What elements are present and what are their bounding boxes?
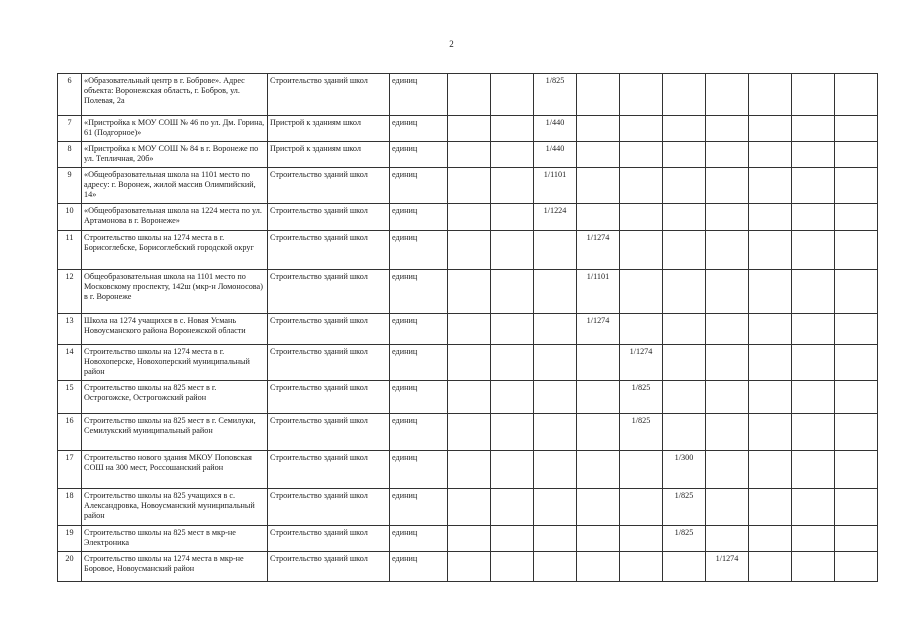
row-number-cell: 15 xyxy=(58,381,82,414)
empty-cell xyxy=(448,231,491,270)
capacity-value-cell: 1/825 xyxy=(534,74,577,116)
empty-cell xyxy=(792,489,835,526)
empty-cell xyxy=(663,414,706,451)
work-type-cell: Строительство зданий школ xyxy=(268,314,390,345)
capacity-value-cell: 1/825 xyxy=(620,381,663,414)
capacity-value-cell: 1/1274 xyxy=(706,552,749,582)
empty-cell xyxy=(491,116,534,142)
empty-cell xyxy=(534,270,577,314)
capacity-value-cell: 1/300 xyxy=(663,451,706,489)
empty-cell xyxy=(577,345,620,381)
empty-cell xyxy=(749,451,792,489)
object-name-cell: «Пристройка к МОУ СОШ № 46 по ул. Дм. Горина, 61 (Подгорное)» xyxy=(82,116,268,142)
empty-cell xyxy=(534,451,577,489)
empty-cell xyxy=(749,314,792,345)
empty-cell xyxy=(835,489,878,526)
empty-cell xyxy=(749,142,792,168)
empty-cell xyxy=(749,168,792,204)
empty-cell xyxy=(448,270,491,314)
empty-cell xyxy=(706,526,749,552)
empty-cell xyxy=(835,142,878,168)
work-type-cell: Строительство зданий школ xyxy=(268,451,390,489)
row-number-cell: 7 xyxy=(58,116,82,142)
empty-cell xyxy=(534,489,577,526)
empty-cell xyxy=(620,204,663,231)
row-number-cell: 17 xyxy=(58,451,82,489)
object-name-cell: Строительство школы на 825 мест в г. Семилуки, Семилукский муниципальный район xyxy=(82,414,268,451)
empty-cell xyxy=(835,526,878,552)
empty-cell xyxy=(448,116,491,142)
empty-cell xyxy=(620,552,663,582)
table-row xyxy=(58,74,878,116)
unit-cell: единиц xyxy=(390,526,448,552)
empty-cell xyxy=(448,552,491,582)
empty-cell xyxy=(706,489,749,526)
work-type-cell: Строительство зданий школ xyxy=(268,270,390,314)
empty-cell xyxy=(663,231,706,270)
table-row xyxy=(58,526,878,552)
empty-cell xyxy=(835,451,878,489)
row-number-cell: 12 xyxy=(58,270,82,314)
empty-cell xyxy=(534,526,577,552)
work-type-cell: Строительство зданий школ xyxy=(268,526,390,552)
row-number-cell: 19 xyxy=(58,526,82,552)
empty-cell xyxy=(749,270,792,314)
unit-cell: единиц xyxy=(390,345,448,381)
empty-cell xyxy=(491,231,534,270)
empty-cell xyxy=(620,526,663,552)
empty-cell xyxy=(491,204,534,231)
empty-cell xyxy=(448,526,491,552)
table-row xyxy=(58,168,878,204)
empty-cell xyxy=(663,168,706,204)
table-row xyxy=(58,314,878,345)
empty-cell xyxy=(835,168,878,204)
empty-cell xyxy=(620,116,663,142)
work-type-cell: Пристрой к зданиям школ xyxy=(268,142,390,168)
empty-cell xyxy=(706,204,749,231)
empty-cell xyxy=(448,414,491,451)
object-name-cell: Строительство школы на 1274 места в г. Борисоглебске, Борисоглебский городской округ xyxy=(82,231,268,270)
capacity-value-cell: 1/825 xyxy=(620,414,663,451)
empty-cell xyxy=(749,526,792,552)
empty-cell xyxy=(448,74,491,116)
empty-cell xyxy=(792,231,835,270)
object-name-cell: Строительство школы на 1274 места в г. Новохоперске, Новохоперский муниципальный район xyxy=(82,345,268,381)
empty-cell xyxy=(448,451,491,489)
unit-cell: единиц xyxy=(390,204,448,231)
empty-cell xyxy=(663,204,706,231)
empty-cell xyxy=(663,74,706,116)
table-row xyxy=(58,414,878,451)
empty-cell xyxy=(706,270,749,314)
empty-cell xyxy=(792,345,835,381)
row-number-cell: 11 xyxy=(58,231,82,270)
empty-cell xyxy=(534,231,577,270)
empty-cell xyxy=(706,231,749,270)
row-number-cell: 13 xyxy=(58,314,82,345)
empty-cell xyxy=(835,74,878,116)
empty-cell xyxy=(749,345,792,381)
empty-cell xyxy=(577,489,620,526)
empty-cell xyxy=(534,345,577,381)
empty-cell xyxy=(749,74,792,116)
object-name-cell: Строительство школы на 1274 места в мкр-не Боровое, Новоусманский район xyxy=(82,552,268,582)
empty-cell xyxy=(448,204,491,231)
empty-cell xyxy=(706,414,749,451)
empty-cell xyxy=(534,552,577,582)
empty-cell xyxy=(835,381,878,414)
capacity-value-cell: 1/825 xyxy=(663,526,706,552)
work-type-cell: Строительство зданий школ xyxy=(268,74,390,116)
empty-cell xyxy=(491,142,534,168)
empty-cell xyxy=(835,552,878,582)
empty-cell xyxy=(577,414,620,451)
empty-cell xyxy=(663,142,706,168)
table-row xyxy=(58,231,878,270)
empty-cell xyxy=(663,314,706,345)
empty-cell xyxy=(749,204,792,231)
capacity-value-cell: 1/1101 xyxy=(534,168,577,204)
work-type-cell: Строительство зданий школ xyxy=(268,204,390,231)
empty-cell xyxy=(534,314,577,345)
table-row xyxy=(58,116,878,142)
empty-cell xyxy=(706,345,749,381)
table-row xyxy=(58,204,878,231)
empty-cell xyxy=(491,381,534,414)
empty-cell xyxy=(534,381,577,414)
empty-cell xyxy=(792,74,835,116)
empty-cell xyxy=(792,142,835,168)
empty-cell xyxy=(792,381,835,414)
empty-cell xyxy=(792,314,835,345)
empty-cell xyxy=(792,552,835,582)
objects-table xyxy=(57,73,878,582)
empty-cell xyxy=(448,489,491,526)
object-name-cell: «Образовательный центр в г. Боброве». Адрес объекта: Воронежская область, г. Бобров, ул. Полевая, 2а xyxy=(82,74,268,116)
empty-cell xyxy=(620,168,663,204)
table-row xyxy=(58,270,878,314)
empty-cell xyxy=(577,552,620,582)
empty-cell xyxy=(491,74,534,116)
empty-cell xyxy=(448,381,491,414)
empty-cell xyxy=(620,451,663,489)
work-type-cell: Строительство зданий школ xyxy=(268,552,390,582)
empty-cell xyxy=(835,116,878,142)
work-type-cell: Пристрой к зданиям школ xyxy=(268,116,390,142)
empty-cell xyxy=(577,204,620,231)
unit-cell: единиц xyxy=(390,142,448,168)
empty-cell xyxy=(663,116,706,142)
empty-cell xyxy=(491,451,534,489)
row-number-cell: 9 xyxy=(58,168,82,204)
empty-cell xyxy=(491,526,534,552)
empty-cell xyxy=(835,345,878,381)
empty-cell xyxy=(706,168,749,204)
unit-cell: единиц xyxy=(390,74,448,116)
table-row xyxy=(58,451,878,489)
object-name-cell: Строительство школы на 825 мест в г. Острогожске, Острогожский район xyxy=(82,381,268,414)
empty-cell xyxy=(792,116,835,142)
capacity-value-cell: 1/440 xyxy=(534,116,577,142)
empty-cell xyxy=(448,314,491,345)
empty-cell xyxy=(448,168,491,204)
empty-cell xyxy=(577,74,620,116)
capacity-value-cell: 1/1101 xyxy=(577,270,620,314)
empty-cell xyxy=(835,314,878,345)
capacity-value-cell: 1/440 xyxy=(534,142,577,168)
empty-cell xyxy=(792,526,835,552)
empty-cell xyxy=(835,270,878,314)
work-type-cell: Строительство зданий школ xyxy=(268,489,390,526)
empty-cell xyxy=(448,345,491,381)
row-number-cell: 14 xyxy=(58,345,82,381)
row-number-cell: 20 xyxy=(58,552,82,582)
table-row xyxy=(58,142,878,168)
empty-cell xyxy=(577,381,620,414)
work-type-cell: Строительство зданий школ xyxy=(268,414,390,451)
object-name-cell: Строительство школы на 825 учащихся в с. Александровка, Новоусманский муниципальный район xyxy=(82,489,268,526)
empty-cell xyxy=(491,314,534,345)
unit-cell: единиц xyxy=(390,116,448,142)
empty-cell xyxy=(663,270,706,314)
empty-cell xyxy=(749,489,792,526)
empty-cell xyxy=(835,204,878,231)
object-name-cell: «Общеобразовательная школа на 1224 места по ул. Артамонова в г. Воронеже» xyxy=(82,204,268,231)
unit-cell: единиц xyxy=(390,168,448,204)
object-name-cell: «Пристройка к МОУ СОШ № 84 в г. Воронеже по ул. Тепличная, 20б» xyxy=(82,142,268,168)
empty-cell xyxy=(620,231,663,270)
work-type-cell: Строительство зданий школ xyxy=(268,345,390,381)
empty-cell xyxy=(620,74,663,116)
capacity-value-cell: 1/1274 xyxy=(577,314,620,345)
empty-cell xyxy=(491,345,534,381)
empty-cell xyxy=(577,168,620,204)
empty-cell xyxy=(835,414,878,451)
empty-cell xyxy=(706,142,749,168)
row-number-cell: 10 xyxy=(58,204,82,231)
empty-cell xyxy=(620,142,663,168)
empty-cell xyxy=(706,381,749,414)
empty-cell xyxy=(577,451,620,489)
empty-cell xyxy=(749,552,792,582)
unit-cell: единиц xyxy=(390,414,448,451)
empty-cell xyxy=(792,204,835,231)
work-type-cell: Строительство зданий школ xyxy=(268,381,390,414)
empty-cell xyxy=(620,314,663,345)
empty-cell xyxy=(792,451,835,489)
table-row xyxy=(58,345,878,381)
capacity-value-cell: 1/825 xyxy=(663,489,706,526)
capacity-value-cell: 1/1224 xyxy=(534,204,577,231)
empty-cell xyxy=(792,270,835,314)
empty-cell xyxy=(448,142,491,168)
row-number-cell: 8 xyxy=(58,142,82,168)
object-name-cell: Школа на 1274 учащихся в с. Новая Усмань Новоусманского района Воронежской области xyxy=(82,314,268,345)
empty-cell xyxy=(491,168,534,204)
empty-cell xyxy=(491,552,534,582)
row-number-cell: 16 xyxy=(58,414,82,451)
table-row xyxy=(58,381,878,414)
empty-cell xyxy=(620,270,663,314)
object-name-cell: Общеобразовательная школа на 1101 место по Московскому проспекту, 142ш (мкр-н Ломоносова) в г. Воронеже xyxy=(82,270,268,314)
empty-cell xyxy=(577,142,620,168)
empty-cell xyxy=(706,116,749,142)
capacity-value-cell: 1/1274 xyxy=(577,231,620,270)
empty-cell xyxy=(792,168,835,204)
table-row xyxy=(58,552,878,582)
empty-cell xyxy=(706,74,749,116)
work-type-cell: Строительство зданий школ xyxy=(268,231,390,270)
empty-cell xyxy=(491,489,534,526)
empty-cell xyxy=(792,414,835,451)
object-name-cell: Строительство нового здания МКОУ Поповская СОШ на 300 мест, Россошанский район xyxy=(82,451,268,489)
empty-cell xyxy=(749,116,792,142)
object-name-cell: Строительство школы на 825 мест в мкр-не Электроника xyxy=(82,526,268,552)
unit-cell: единиц xyxy=(390,314,448,345)
empty-cell xyxy=(663,381,706,414)
unit-cell: единиц xyxy=(390,231,448,270)
empty-cell xyxy=(577,526,620,552)
unit-cell: единиц xyxy=(390,552,448,582)
capacity-value-cell: 1/1274 xyxy=(620,345,663,381)
empty-cell xyxy=(491,270,534,314)
empty-cell xyxy=(749,381,792,414)
work-type-cell: Строительство зданий школ xyxy=(268,168,390,204)
unit-cell: единиц xyxy=(390,489,448,526)
empty-cell xyxy=(835,231,878,270)
empty-cell xyxy=(706,451,749,489)
unit-cell: единиц xyxy=(390,270,448,314)
empty-cell xyxy=(534,414,577,451)
empty-cell xyxy=(577,116,620,142)
empty-cell xyxy=(491,414,534,451)
unit-cell: единиц xyxy=(390,451,448,489)
row-number-cell: 18 xyxy=(58,489,82,526)
row-number-cell: 6 xyxy=(58,74,82,116)
unit-cell: единиц xyxy=(390,381,448,414)
empty-cell xyxy=(663,552,706,582)
empty-cell xyxy=(706,314,749,345)
empty-cell xyxy=(749,231,792,270)
empty-cell xyxy=(620,489,663,526)
page-number: 2 xyxy=(449,39,454,49)
object-name-cell: «Общеобразовательная школа на 1101 место по адресу: г. Воронеж, жилой массив Олимпийский, 14» xyxy=(82,168,268,204)
empty-cell xyxy=(749,414,792,451)
empty-cell xyxy=(663,345,706,381)
table-row xyxy=(58,489,878,526)
